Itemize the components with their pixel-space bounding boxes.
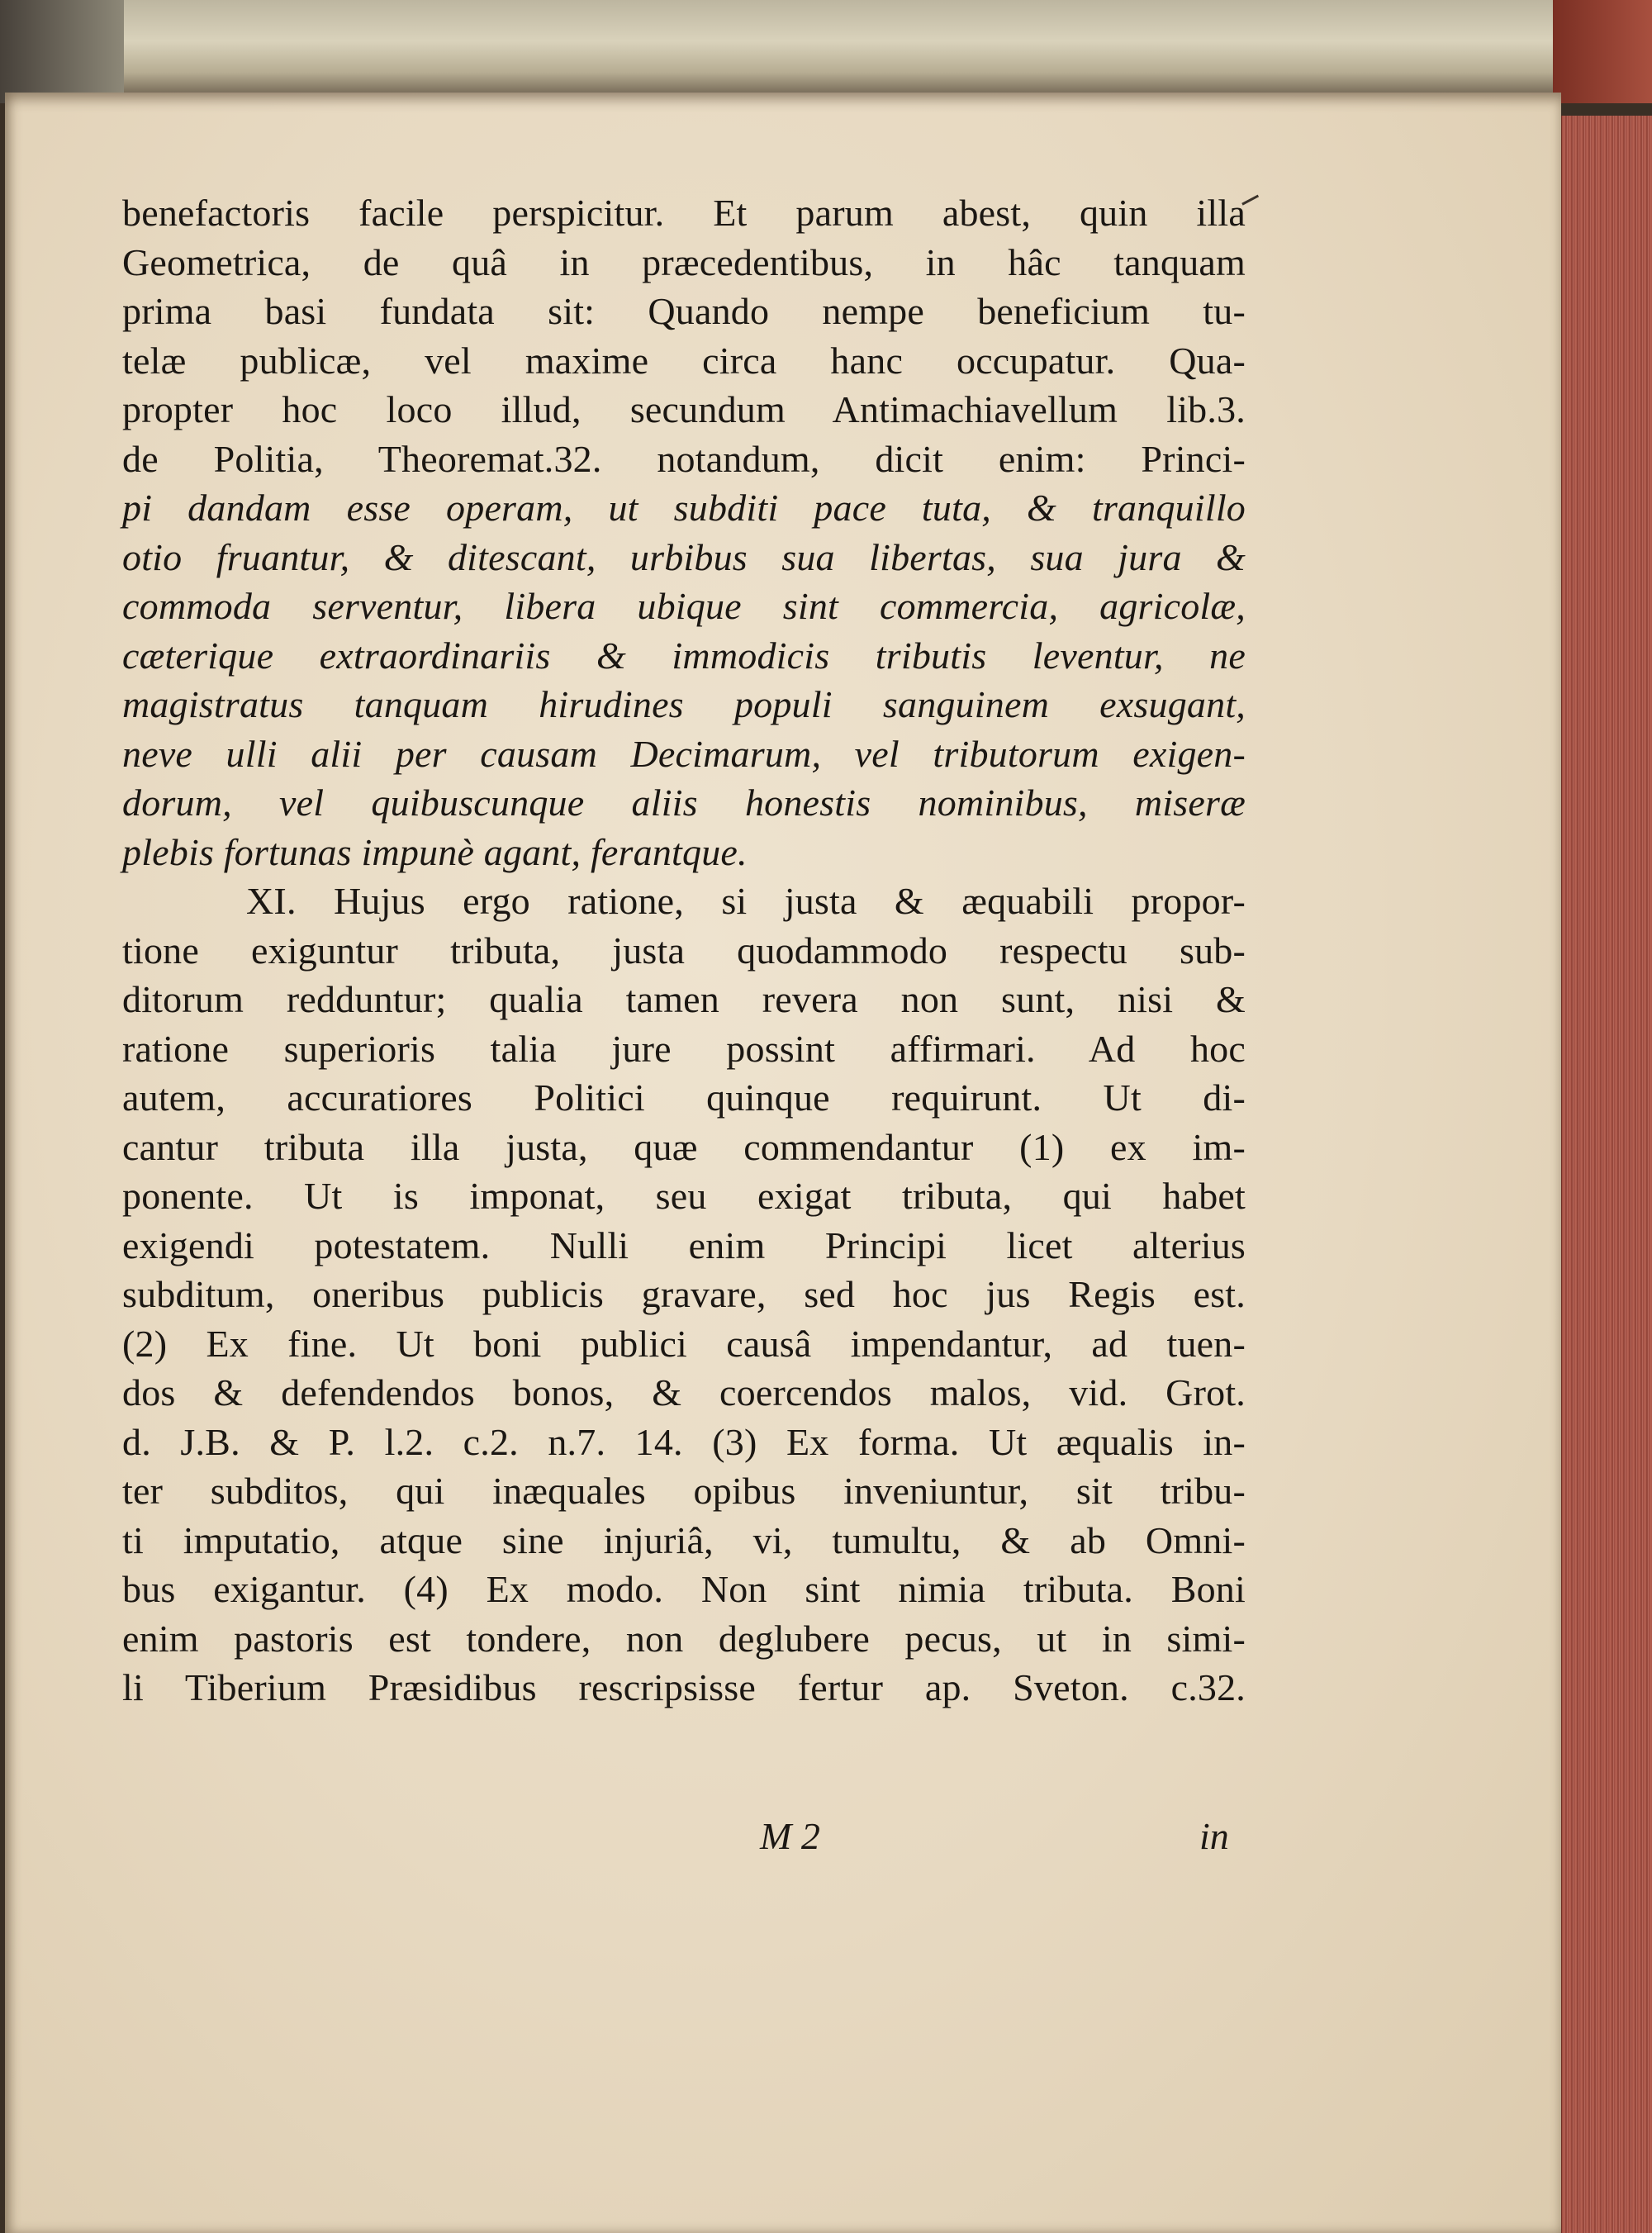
- text-line: exigendi potestatem. Nulli enim Principi licet alterius: [122, 1223, 1246, 1266]
- text-line: benefactoris facile perspicitur. Et parum abest, quin illa: [122, 192, 1246, 234]
- text-line-italic: cæterique extraordinariis & immodicis tributis leventur, ne: [122, 634, 1246, 677]
- text-line-italic: otio fruantur, & ditescant, urbibus sua libertas, sua jura &: [122, 535, 1246, 578]
- text-line-italic: commoda serventur, libera ubique sint commercia, agricolæ,: [122, 585, 1246, 627]
- text-line: propter hoc loco illud, secundum Antimachiavellum lib.3.: [122, 388, 1246, 430]
- text-line: ratione superioris talia jure possint affirmari. Ad hoc: [122, 1027, 1246, 1070]
- text-line: dos & defendendos bonos, & coercendos malos, vid. Grot.: [122, 1371, 1246, 1413]
- text-line: ti imputatio, atque sine injuriâ, vi, tumultu, & ab Omni-: [122, 1518, 1246, 1561]
- signature-mark: M 2: [760, 1815, 820, 1857]
- binding-spine: [0, 0, 124, 103]
- text-line-italic: dorum, vel quibuscunque aliis honestis nominibus, miseræ: [122, 782, 1246, 824]
- text-line: li Tiberium Præsidibus rescripsisse fertur ap. Sveton. c.32.: [122, 1666, 1246, 1708]
- book-binding: [0, 0, 1652, 103]
- text-line: d. J.B. & P. l.2. c.2. n.7. 14. (3) Ex forma. Ut æqualis in-: [122, 1420, 1246, 1463]
- text-line: ter subditos, qui inæquales opibus inveniuntur, sit tribu-: [122, 1470, 1246, 1512]
- catchword: in: [1199, 1815, 1229, 1857]
- text-line: autem, accuratiores Politici quinque requirunt. Ut di-: [122, 1076, 1246, 1119]
- text-line: enim pastoris est tondere, non deglubere pecus, ut in simi-: [122, 1617, 1246, 1660]
- text-line: ditorum redduntur; qualia tamen revera non sunt, nisi &: [122, 978, 1246, 1020]
- text-line: cantur tributa illa justa, quæ commendantur (1) ex im-: [122, 1125, 1246, 1168]
- page-edges: [1559, 116, 1652, 2233]
- text-line: de Politia, Theoremat.32. notandum, dicit enim: Princi-: [122, 437, 1246, 480]
- text-line-italic: magistratus tanquam hirudines populi sanguinem exsugant,: [122, 683, 1246, 725]
- text-line: Geometrica, de quâ in præcedentibus, in hâc tanquam: [122, 240, 1246, 283]
- page-text: [122, 188, 1246, 1713]
- text-line-italic: pi dandam esse operam, ut subditi pace tuta, & tranquillo: [122, 487, 1246, 529]
- book-cover-edge: [1553, 0, 1652, 103]
- section-heading-line: XI. Hujus ergo ratione, si justa & æquabili propor-: [246, 880, 1246, 922]
- text-line-italic: neve ulli alii per causam Decimarum, vel tributorum exigen-: [122, 732, 1246, 775]
- text-line: ponente. Ut is imponat, seu exigat tributa, qui habet: [122, 1175, 1246, 1217]
- text-line: subditum, oneribus publicis gravare, sed hoc jus Regis est.: [122, 1273, 1246, 1315]
- text-line: prima basi fundata sit: Quando nempe beneficium tu-: [122, 290, 1246, 332]
- text-line: bus exigantur. (4) Ex modo. Non sint nimia tributa. Boni: [122, 1568, 1246, 1610]
- text-line: (2) Ex fine. Ut boni publici causâ impendantur, ad tuen-: [122, 1322, 1246, 1365]
- text-line: tione exiguntur tributa, justa quodammodo respectu sub-: [122, 929, 1246, 972]
- text-line-italic: plebis fortunas impunè agant, ferantque.: [122, 830, 748, 873]
- text-line: telæ publicæ, vel maxime circa hanc occupatur. Qua-: [122, 339, 1246, 382]
